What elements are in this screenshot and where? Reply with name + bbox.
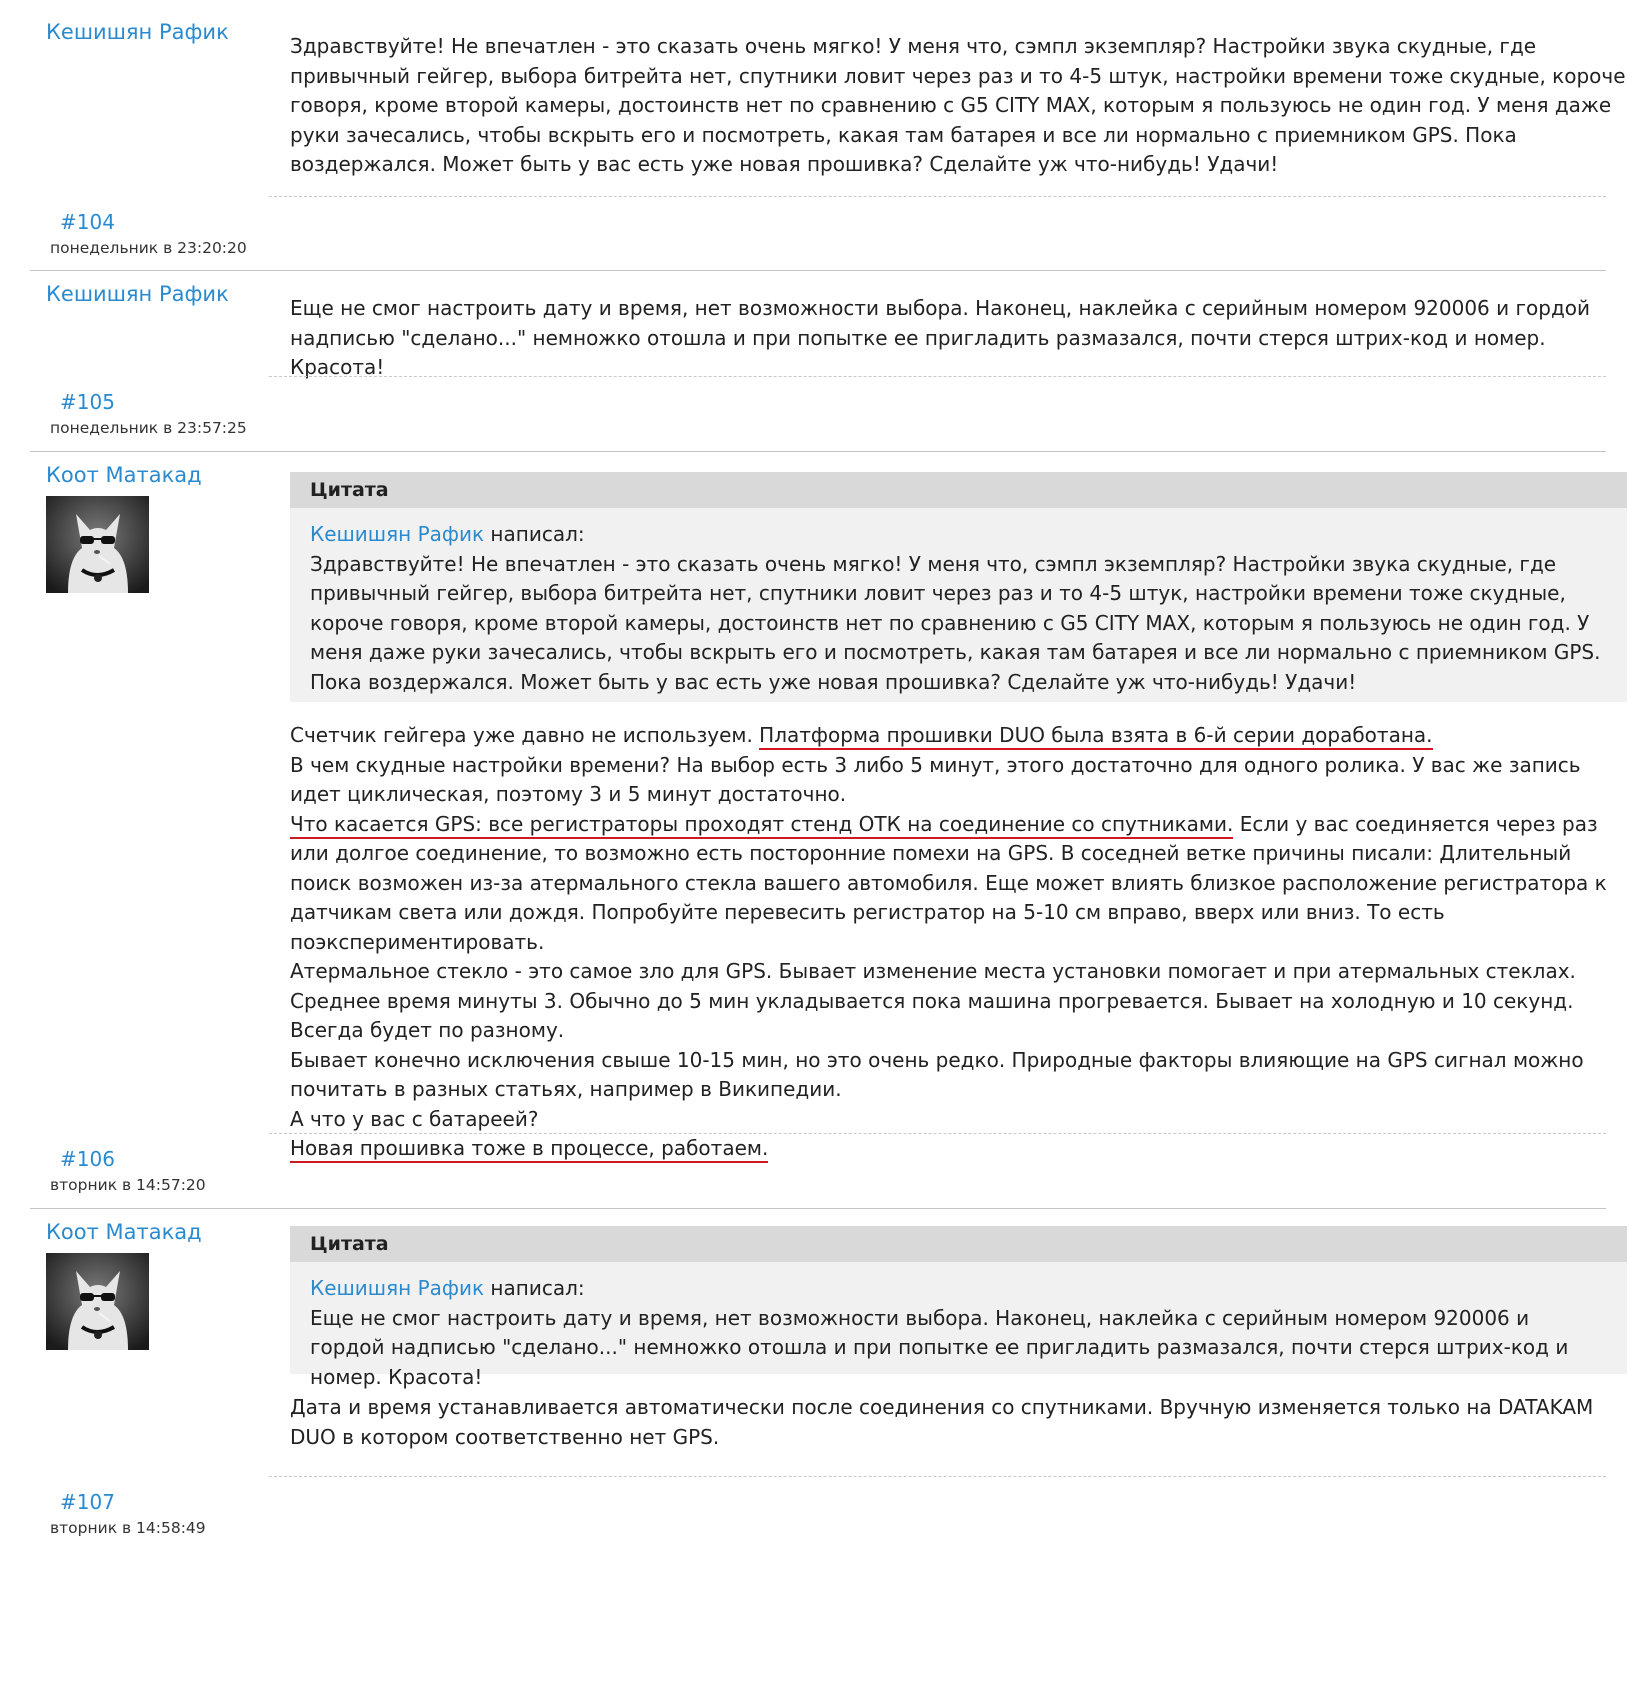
post-number-link[interactable]: #106 bbox=[60, 1147, 115, 1171]
post-body bbox=[290, 1393, 1630, 1452]
post-author-link[interactable]: Кешишян Рафик bbox=[46, 20, 229, 44]
underlined-highlight: Новая прошивка тоже в процессе, работаем. bbox=[290, 1136, 768, 1163]
reply-paragraph: Бывает конечно исключения свыше 10-15 мин, но это очень редко. Природные факторы влияющие на GPS сигнал можно почитать в разных статьях, например в Википедии. bbox=[290, 1047, 1584, 1101]
post-divider bbox=[269, 376, 1606, 377]
quoted-author-link[interactable]: Кешишян Рафик bbox=[310, 1276, 485, 1300]
post-author-link[interactable]: Коот Матакад bbox=[46, 1220, 202, 1244]
post-author-link[interactable]: Коот Матакад bbox=[46, 463, 202, 487]
quote-block bbox=[290, 472, 1627, 702]
post-text: Здравствуйте! Не впечатлен - это сказать очень мягко! У меня что, сэмпл экземпляр? Настройки звука скудные, где привычный гейгер, выбора битрейта нет, спутники ловит через раз и то 4-5 штук, настройки времени тоже скудные, короче говоря, кроме второй камеры, достоинств нет по сравнению с G5 CITY MAX, которым я пользуюсь не один год. У меня даже руки зачесались, чтобы вскрыть его и посмотреть, какая там батарея и все ли нормально с приемником GPS. Пока воздержался. Может быть у вас есть уже новая прошивка? Сделайте уж что-нибудь! Удачи! bbox=[290, 34, 1626, 176]
quote-header: Цитата bbox=[290, 472, 1627, 508]
post-104 bbox=[30, 0, 1626, 270]
post-107 bbox=[30, 1208, 1606, 1698]
quote-wrote-label: написал: bbox=[484, 522, 585, 546]
post-105 bbox=[30, 270, 1606, 451]
quote-block bbox=[290, 1226, 1627, 1389]
avatar-image bbox=[46, 1253, 149, 1350]
post-106 bbox=[30, 451, 1606, 1208]
quoted-author-link[interactable]: Кешишян Рафик bbox=[310, 522, 485, 546]
underlined-highlight: Что касается GPS: все регистраторы проходят стенд ОТК на соединение со спутниками. bbox=[290, 812, 1233, 839]
quote-body bbox=[290, 508, 1627, 713]
reply-text: Счетчик гейгера уже давно не используем. bbox=[290, 723, 760, 747]
post-timestamp: вторник в 14:57:20 bbox=[50, 1176, 206, 1194]
post-author-link[interactable]: Кешишян Рафик bbox=[46, 282, 229, 306]
reply-paragraph: Дата и время устанавливается автоматически после соединения со спутниками. Вручную изменяется только на DATAKAM DUO в котором соответственно нет GPS. bbox=[290, 1395, 1594, 1449]
avatar-image bbox=[46, 496, 149, 593]
quote-text: Здравствуйте! Не впечатлен - это сказать очень мягко! У меня что, сэмпл экземпляр? Настройки звука скудные, где привычный гейгер, выбора битрейта нет, спутники ловит через раз и то 4-5 штук, настройки времени тоже скудные, короче говоря, кроме второй камеры, достоинств нет по сравнению с G5 CITY MAX, которым я пользуюсь не один год. У меня даже руки зачесались, чтобы вскрыть его и посмотреть, какая там батарея и все ли нормально с приемником GPS. Пока воздержался. Может быть у вас есть уже новая прошивка? Сделайте уж что-нибудь! Удачи! bbox=[310, 551, 1601, 694]
reply-text: Если у вас соединяется через раз или долгое соединение, то возможно есть посторонние помехи на GPS. В соседней ветке причины писали: Длительный поиск возможен из-за атермального стекла вашего автомобиля. Еще может влиять близкое расположение регистратора к датчикам света или дождя. Попробуйте перевесить регистратор на 5-10 см вправо, вверх или вниз. То есть поэкспериментировать. bbox=[290, 811, 1607, 954]
post-body bbox=[290, 721, 1630, 1164]
quote-header: Цитата bbox=[290, 1226, 1627, 1262]
post-body bbox=[290, 294, 1630, 383]
quote-wrote-label: написал: bbox=[484, 1276, 585, 1300]
post-number-link[interactable]: #105 bbox=[60, 390, 115, 414]
reply-paragraph: В чем скудные настройки времени? На выбор есть 3 либо 5 минут, этого достаточно для одного ролика. У вас же запись идет циклическая, поэтому 3 и 5 минут достаточно. bbox=[290, 752, 1581, 806]
quote-body bbox=[290, 1262, 1627, 1408]
post-number-link[interactable]: #104 bbox=[60, 210, 115, 234]
post-body bbox=[290, 32, 1630, 180]
reply-paragraph bbox=[290, 721, 1630, 751]
post-divider bbox=[269, 1133, 1606, 1134]
underlined-highlight: Платформа прошивки DUO была взята в 6-й серии доработана. bbox=[759, 723, 1432, 750]
quote-text: Еще не смог настроить дату и время, нет возможности выбора. Наконец, наклейка с серийным номером 920006 и гордой надписью "сделано..." немножко отошла и при попытке ее пригладить размазался, почти стерся штрих-код и номер. Красота! bbox=[310, 1305, 1569, 1389]
cat-with-sunglasses-avatar[interactable] bbox=[46, 496, 149, 593]
post-divider bbox=[269, 196, 1606, 197]
reply-paragraph bbox=[290, 1134, 1630, 1164]
post-text: Еще не смог настроить дату и время, нет возможности выбора. Наконец, наклейка с серийным номером 920006 и гордой надписью "сделано..." немножко отошла и при попытке ее пригладить размазался, почти стерся штрих-код и номер. Красота! bbox=[290, 296, 1590, 379]
reply-paragraph bbox=[290, 810, 1630, 958]
post-number-link[interactable]: #107 bbox=[60, 1490, 115, 1514]
cat-with-sunglasses-avatar[interactable] bbox=[46, 1253, 149, 1350]
post-timestamp: вторник в 14:58:49 bbox=[50, 1519, 206, 1537]
post-timestamp: понедельник в 23:57:25 bbox=[50, 419, 247, 437]
post-timestamp: понедельник в 23:20:20 bbox=[50, 239, 247, 257]
post-divider bbox=[269, 1476, 1606, 1477]
reply-paragraph: Атермальное стекло - это самое зло для GPS. Бывает изменение места установки помогает и при атермальных стеклах. Среднее время минуты 3. Обычно до 5 мин укладывается пока машина прогревается. Бывает на холодную и 10 секунд. Всегда будет по разному. bbox=[290, 959, 1576, 1042]
reply-paragraph: А что у вас с батареей? bbox=[290, 1106, 539, 1131]
